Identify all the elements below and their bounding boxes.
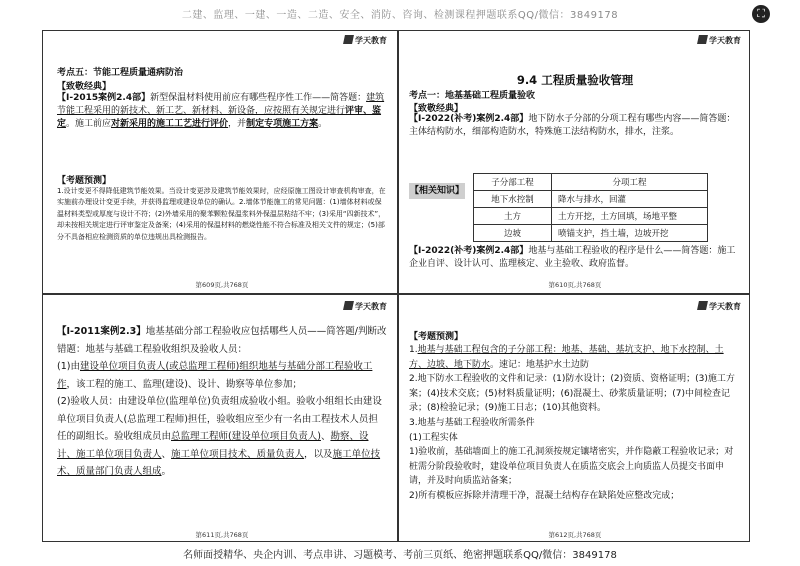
question-answer-block: 【Ⅰ-2015案例2.4部】新型保温材料使用前应有哪些程序性工作——简答题：建筑节能工程采用的新技术、新工艺、新材料、新设备，应按照有关规定进行评审、鉴定。施工前应对新采用的施工工艺进行评价，并制定专项施工方案。	[57, 93, 385, 129]
table-row	[474, 191, 708, 208]
top-watermark-banner: 二建、监理、一建、一造、二造、安全、消防、咨询、检测课程押题联系QQ/微信：3849178	[181, 10, 619, 21]
section-label-classic: 【致敬经典】	[409, 104, 464, 114]
page-panel-bottom-right	[407, 301, 743, 539]
question-answer-block: 【Ⅰ-2022(补考)案例2.4部】地基与基础工程验收的程序是什么——简答题：施工企业自评、设计认可、监理核定、业主验收、政府监督。	[409, 246, 736, 269]
brand-logo: 学天教育	[344, 301, 387, 312]
page-number: 第612页,共768页	[548, 531, 602, 539]
table-cell: 降水与排水，回灌	[552, 191, 708, 208]
brand-icon	[697, 301, 708, 310]
chapter-title: 9.4 工程质量验收管理	[516, 73, 634, 87]
page-panel-bottom-left	[55, 301, 389, 539]
prediction-notes: 1.设计变更不得降低建筑节能效果。当设计变更涉及建筑节能效果时，应经原施工图设计审查机构审查，在实施前办理设计变更手续，并获得监理或建设单位的确认。2.墙体节能施工的常见问题：(1)墙体材料或保温材料类型或厚度与设计不符；(2)外墙采用的聚苯颗粒保温浆料外保温层粘结不牢；(3)采用“四新技术”，却未按相关规定进行评审鉴定及备案；(4)采用的保温材料的燃烧性能不符合标准及相关文件的规定；(5)部分不具备相应检测资质的单位违规出具检测报告。	[57, 187, 386, 241]
scan-icon[interactable]: ⛶	[752, 5, 770, 23]
question-answer-block: 【Ⅰ-2022(补考)案例2.4部】地下防水子分部的分项工程有哪些内容——简答题：主体结构防水，细部构造防水，特殊施工法结构防水，排水，注浆。	[409, 114, 736, 137]
bottom-watermark-banner: 名师面授精华、央企内训、考点串讲、习题模考、考前三页纸、绝密押题联系QQ/微信：3849178	[183, 550, 617, 561]
related-knowledge-tag: 【相关知识】	[409, 183, 465, 199]
section-heading: 考点五：节能工程质量通病防治	[57, 68, 184, 78]
brand-logo: 学天教育	[344, 35, 387, 46]
brand-icon	[343, 301, 354, 310]
table-header-cell: 子分部工程	[474, 174, 552, 191]
subdivision-table	[473, 173, 708, 242]
table-cell: 喷锚支护，挡土墙，边坡开挖	[552, 225, 708, 242]
page-panel-top-right	[407, 35, 743, 289]
section-label-classic: 【致敬经典】	[57, 82, 112, 92]
page-number: 第610页,共768页	[548, 281, 602, 289]
horizontal-divider	[43, 293, 749, 295]
table-cell: 土方	[474, 208, 552, 225]
section-label-prediction: 【考题预测】	[409, 332, 464, 342]
table-cell: 边坡	[474, 225, 552, 242]
section-heading: 考点一：地基基础工程质量验收	[409, 91, 536, 101]
table-cell: 土方开挖，土方回填，场地平整	[552, 208, 708, 225]
brand-logo: 学天教育	[698, 35, 741, 46]
brand-icon	[697, 35, 708, 44]
table-header-cell: 分项工程	[552, 174, 708, 191]
section-label-prediction: 【考题预测】	[57, 176, 112, 186]
page-panel-top-left	[55, 35, 389, 289]
vertical-divider	[397, 31, 399, 541]
brand-icon	[343, 35, 354, 44]
prediction-notes: 1.地基与基础工程包含的子分部工程：地基、基础、基坑支护、地下水控制、土方、边坡、地下防水。速记：地基护水土边防 2.地下防水工程验收的文件和记录：(1)防水设计；(2)资质、资格证明；(3)施工方案；(4)技术交底；(5)材料质量证明；(6)混凝土、砂浆质量证明；(7)中间检查记录；(8)检验记录；(9)施工日志；(10)其他资料。 3.地基与基础工程验收所需条件 (1)工程实体 1)验收前，基础墙面上的施工孔洞须按规定镶堵密实，并作隐蔽工程验收记录；对桩需分阶段验收时，建设单位项目负责人在质监交底会上向质监人员提交书面申请，并及时向质监站备案； 2)所有模板应拆除并清理干净，混凝土结构存在缺陷处应整改完成；	[409, 345, 735, 501]
brand-logo: 学天教育	[698, 301, 741, 312]
table-row	[474, 225, 708, 242]
document-sheet	[42, 30, 750, 542]
table-cell: 地下水控制	[474, 191, 552, 208]
question-answer-block: 【Ⅰ-2011案例2.3】地基基础分部工程验收应包括哪些人员——简答题/判断改错题：地基与基础工程验收组织及验收人员： (1)由建设单位项目负责人(或总监理工程师)组织地基与基础分部工程验收工作，该工程的施工、监理(建设)、设计、勘察等单位参加； (2)验收人员：由建设单位(监理单位)负责组成验收小组。验收小组组长由建设单位项目负责人(总监理工程师)担任，验收组应至少有一名由工程技术人员担任的副组长。验收组成员由总监理工程师(建设单位项目负责人)、勘察、设计、施工单位项目负责人、施工单位项目技术、质量负责人，以及施工单位技术、质量部门负责人组成。	[57, 326, 387, 477]
table-header-row	[474, 174, 708, 191]
page-number: 第609页,共768页	[195, 281, 249, 289]
table-row	[474, 208, 708, 225]
page-number: 第611页,共768页	[195, 531, 249, 539]
